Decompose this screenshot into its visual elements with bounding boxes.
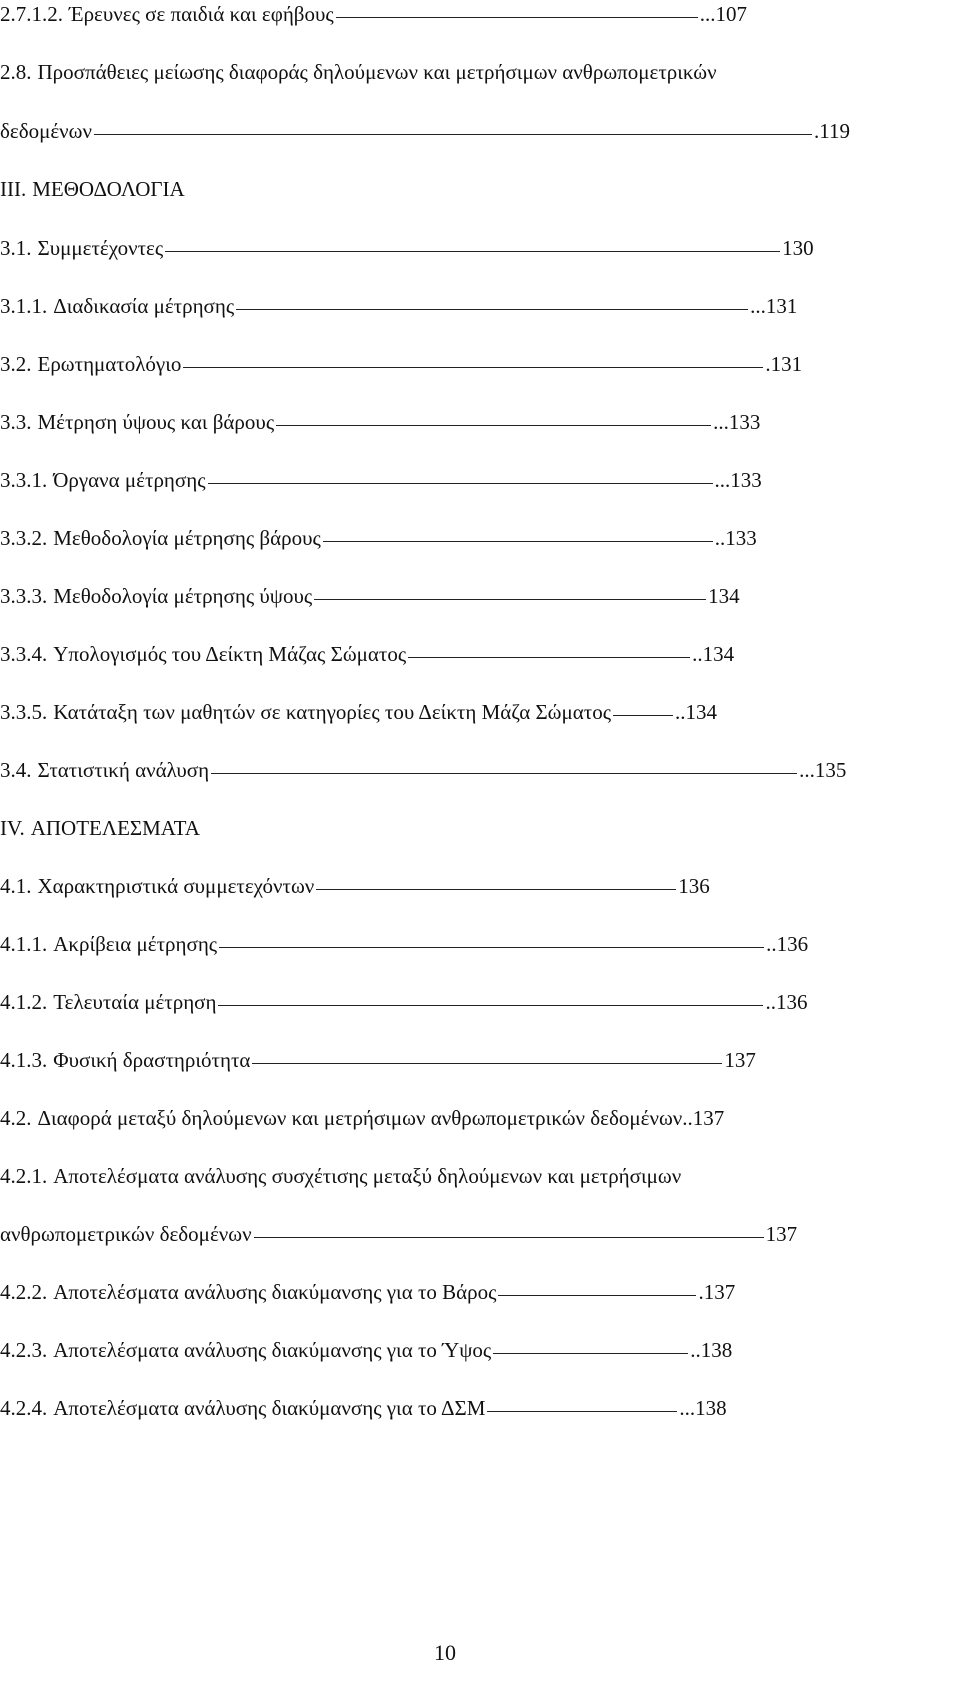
toc-entry [0, 344, 802, 384]
dot-leader [314, 599, 706, 600]
toc-entry-page: ..134 [675, 700, 718, 724]
toc-entry-title: Έρευνες σε παιδιά και εφήβους [69, 2, 334, 26]
dot-leader [208, 483, 713, 484]
toc-entry-title: Φυσική δραστηριότητα [53, 1048, 251, 1072]
toc-entry [0, 634, 734, 674]
dot-leader [316, 889, 676, 890]
toc-entry-title: Στατιστική ανάλυση [37, 758, 210, 782]
dot-leader [218, 1005, 763, 1006]
toc-entry-page: .137 [698, 1280, 736, 1304]
page-number: 10 [434, 1640, 456, 1665]
toc-entry-page: 136 [678, 874, 710, 898]
toc-entry-number: 4.2.3. [0, 1338, 48, 1362]
toc-entry [0, 1388, 727, 1428]
dot-leader [183, 367, 763, 368]
dot-leader [336, 17, 698, 18]
toc-entry-title: Κατάταξη των μαθητών σε κατηγορίες του Δείκτη Μάζα Σώματος [53, 700, 612, 724]
toc-entry-number: 4.1.3. [0, 1048, 48, 1072]
toc-entry-page: ...133 [713, 410, 761, 434]
toc-entry-page: ...138 [679, 1396, 727, 1420]
dot-leader [498, 1295, 696, 1296]
toc-entry-title: Χαρακτηριστικά συμμετεχόντων [37, 874, 315, 898]
toc-entry-page: ...135 [799, 758, 847, 782]
toc-entry-title: Αποτελέσματα ανάλυσης διακύμανσης για το ΔΣΜ [53, 1396, 486, 1420]
dot-leader [236, 309, 748, 310]
toc-entry [0, 1330, 732, 1370]
toc-entry-title: Τελευταία μέτρηση [53, 990, 217, 1014]
toc-entry-page: 137 [724, 1048, 756, 1072]
dot-leader [219, 947, 764, 948]
toc-entry-page: ..136 [766, 932, 809, 956]
toc-entry-title: Όργανα μέτρησης [53, 468, 206, 492]
dot-leader [493, 1353, 688, 1354]
toc-entry-number: 3.1.1. [0, 294, 48, 318]
toc-entry-number: 3.1. [0, 236, 32, 260]
toc-entry-number: 4.1.1. [0, 932, 48, 956]
toc-entry-page: ..133 [714, 526, 757, 550]
dot-leader [276, 425, 711, 426]
toc-entry-page: ..137 [682, 1106, 725, 1130]
toc-entry-number: 3.3.1. [0, 468, 48, 492]
toc-entry [0, 518, 757, 558]
toc-entry [0, 982, 807, 1022]
dot-leader [323, 541, 713, 542]
toc-entry-number: 2.7.1.2. [0, 2, 63, 26]
toc-entry-number: 3.3.4. [0, 642, 48, 666]
toc-entry-number: 3.4. [0, 758, 32, 782]
toc-entry [0, 866, 710, 906]
toc-entry-number: 3.2. [0, 352, 32, 376]
toc-entry-page: ...133 [714, 468, 762, 492]
toc-entry [0, 1040, 756, 1080]
toc-entry [0, 924, 808, 964]
toc-entry [0, 808, 200, 848]
toc-entry-title: Μεθοδολογία μέτρησης ύψους [53, 584, 313, 608]
toc-entry-page: ..138 [690, 1338, 733, 1362]
toc-entry-page: ...107 [699, 2, 747, 26]
toc-entry-number: IV. [0, 816, 25, 840]
toc-entry-title: Συμμετέχοντες [37, 236, 164, 260]
toc-entry [0, 576, 740, 616]
toc-entry [0, 1098, 724, 1138]
toc-entry-page: 134 [708, 584, 740, 608]
toc-entry-number: 3.3.5. [0, 700, 48, 724]
toc-entry-title: Μεθοδολογία μέτρησης βάρους [53, 526, 321, 550]
toc-entry [0, 111, 850, 151]
dot-leader [254, 1237, 764, 1238]
toc-entry-number: 4.2.1. [0, 1164, 48, 1188]
toc-entry-title: ανθρωπομετρικών δεδομένων [0, 1222, 252, 1246]
toc-entry [0, 692, 717, 732]
toc-entry-number: III. [0, 177, 27, 201]
dot-leader [94, 134, 812, 135]
dot-leader [252, 1063, 722, 1064]
toc-entry-number: 3.3.3. [0, 584, 48, 608]
toc-entry-page: ..136 [765, 990, 808, 1014]
toc-entry [0, 1156, 681, 1196]
toc-entry [0, 52, 717, 92]
toc-entry-title: ΑΠΟΤΕΛΕΣΜΑΤΑ [30, 816, 200, 840]
toc-entry-title: Διαδικασία μέτρησης [53, 294, 235, 318]
toc-entry-title: Προσπάθειες μείωσης διαφοράς δηλούμενων και μετρήσιμων ανθρωπομετρικών [37, 60, 717, 84]
toc-entry-number: 4.2.2. [0, 1280, 48, 1304]
dot-leader [487, 1411, 677, 1412]
toc-entry-page: 137 [765, 1222, 798, 1246]
toc-entry-number: 4.2. [0, 1106, 32, 1130]
dot-leader [408, 657, 690, 658]
toc-entry-title: Αποτελέσματα ανάλυσης διακύμανσης για το Βάρος [53, 1280, 497, 1304]
toc-entry-title: Αποτελέσματα ανάλυσης διακύμανσης για το Ύψος [53, 1338, 492, 1362]
dot-leader [613, 715, 673, 716]
toc-entry [0, 1214, 797, 1254]
toc-entry [0, 750, 846, 790]
toc-entry-title: ΜΕΘΟΔΟΛΟΓΙΑ [32, 177, 185, 201]
toc-entry-page: .119 [814, 119, 850, 143]
toc-entry-number: 3.3.2. [0, 526, 48, 550]
toc-entry-title: Ακρίβεια μέτρησης [53, 932, 218, 956]
toc-entry-number: 4.1. [0, 874, 32, 898]
toc-entry-title: Ερωτηματολόγιο [37, 352, 182, 376]
toc-entry-page: .131 [765, 352, 803, 376]
toc-entry [0, 402, 760, 442]
toc-entry-number: 3.3. [0, 410, 32, 434]
toc-entry-title: Μέτρηση ύψους και βάρους [37, 410, 275, 434]
toc-entry-number: 4.2.4. [0, 1396, 48, 1420]
toc-entry-page: ...131 [750, 294, 798, 318]
toc-entry [0, 228, 814, 268]
toc-entry-title: Υπολογισμός του Δείκτη Μάζας Σώματος [53, 642, 407, 666]
toc-entry-title: Διαφορά μεταξύ δηλούμενων και μετρήσιμων ανθρωπομετρικών δεδομένων [37, 1106, 683, 1130]
toc-entry-title: Αποτελέσματα ανάλυσης συσχέτισης μεταξύ δηλούμενων και μετρήσιμων [53, 1164, 682, 1188]
toc-entry-title: δεδομένων [0, 119, 92, 143]
dot-leader [211, 773, 797, 774]
toc-entry-page: 130 [782, 236, 814, 260]
toc-entry-number: 4.1.2. [0, 990, 48, 1014]
toc-entry [0, 0, 747, 34]
toc-entry [0, 286, 797, 326]
toc-entry-page: ..134 [692, 642, 735, 666]
toc-entry [0, 169, 185, 209]
toc-entry [0, 1272, 735, 1312]
toc-entry [0, 460, 762, 500]
toc-entry-number: 2.8. [0, 60, 32, 84]
dot-leader [165, 251, 780, 252]
